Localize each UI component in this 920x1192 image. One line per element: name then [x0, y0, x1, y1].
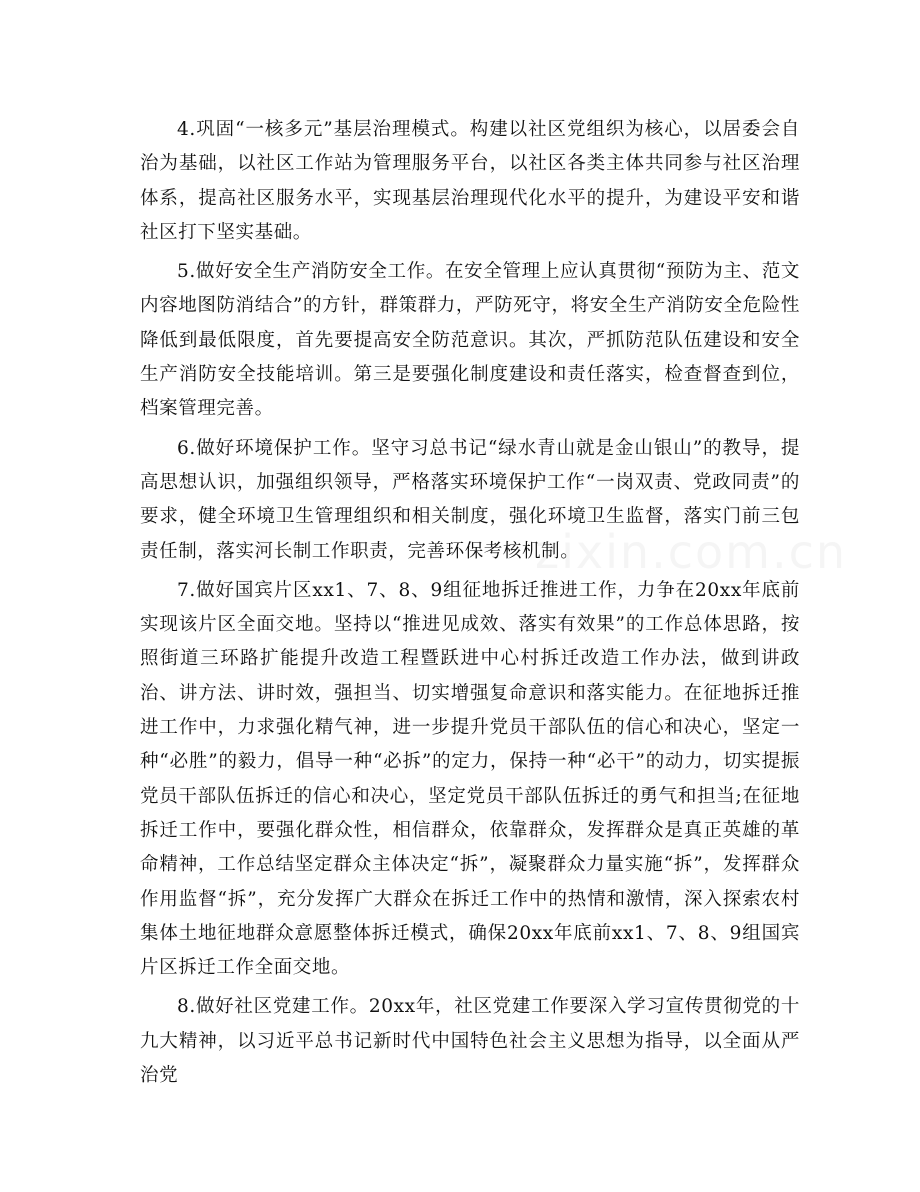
- document-body: [140, 113, 800, 1098]
- watermark: zixin.com.cn: [535, 525, 848, 579]
- paragraph-item-4: 4.巩固“一核多元”基层治理模式。构建以社区党组织为核心，以居委会自治为基础，以社区工作站为管理服务平台，以社区各类主体共同参与社区治理体系，提高社区服务水平，实现基层治理现代化水平的提升，为建设平安和谐社区打下坚实基础。: [140, 119, 800, 243]
- paragraph-item-6: 6.做好环境保护工作。坚守习总书记“绿水青山就是金山银山”的教导，提高思想认识，加强组织领导，严格落实环境保护工作“一岗双责、党政同责”的要求，健全环境卫生管理组织和相关制度，强化环境卫生监督，落实门前三包责任制，落实河长制工作职责，完善环保考核机制。: [140, 437, 800, 562]
- paragraph-item-8: 8.做好社区党建工作。20xx年，社区党建工作要深入学习宣传贯彻党的十九大精神，以习近平总书记新时代中国特色社会主义思想为指导，以全面从严治党: [140, 996, 800, 1087]
- paragraph-item-7: 7.做好国宾片区xx1、7、8、9组征地拆迁推进工作，力争在20xx年底前实现该片区全面交地。坚持以“推进见成效、落实有效果”的工作总体思路，按照街道三环路扩能提升改造工程暨跃进中心村拆迁改造工作办法，做到讲政治、讲方法、讲时效，强担当、切实增强复命意识和落实能力。在征地拆迁推进工作中，力求强化精气神，进一步提升党员干部队伍的信心和决心，坚定一种“必胜”的毅力，倡导一种“必拆”的定力，保持一种“必干”的动力，切实提振党员干部队伍拆迁的信心和决心，坚定党员干部队伍拆迁的勇气和担当;在征地拆迁工作中，要强化群众性，相信群众，依靠群众，发挥群众是真正英雄的革命精神，工作总结坚定群众主体决定“拆”，凝聚群众力量实施“拆”，发挥群众作用监督“拆”，充分发挥广大群众在拆迁工作中的热情和激情，深入探索农村集体土地征地群众意愿整体拆迁模式，确保20xx年底前xx1、7、8、9组国宾片区拆迁工作全面交地。: [140, 579, 800, 979]
- paragraph-item-5: 5.做好安全生产消防安全工作。在安全管理上应认真贯彻“预防为主、范文内容地图防消结合”的方针，群策群力，严防死守，将安全生产消防安全危险性降低到最低限度，首先要提高安全防范意识。其次，严抓防范队伍建设和安全生产消防安全技能培训。第三是要强化制度建设和责任落实，检查督查到位，档案管理完善。: [140, 261, 800, 420]
